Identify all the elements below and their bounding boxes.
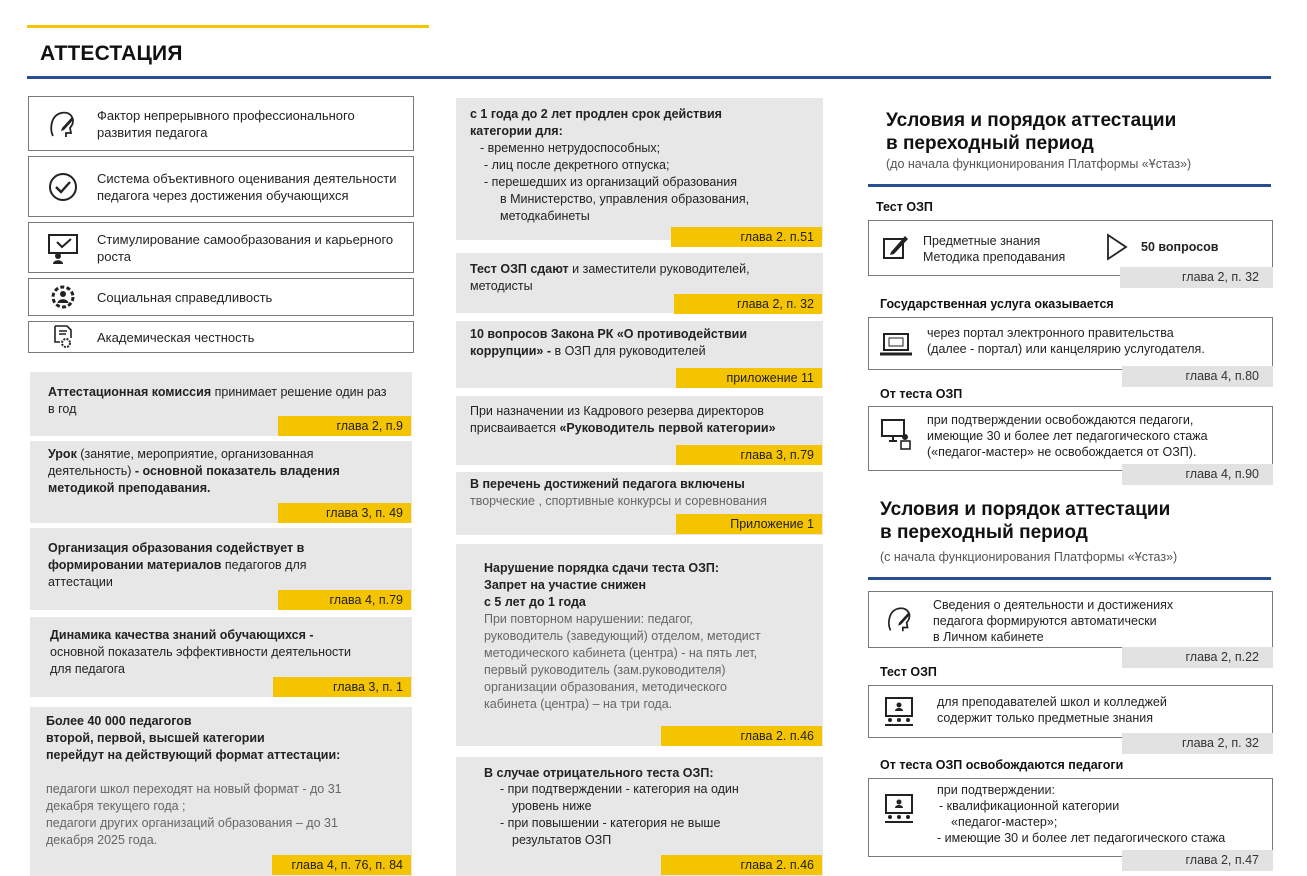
principle-text: Система объективного оценивания деятельности педагога через достижения обучающихся	[97, 170, 397, 203]
subheading: От теста ОЗП освобождаются педагоги	[880, 758, 1124, 772]
title-divider	[27, 76, 1271, 79]
reference-tag: глава 2, п. 32	[1122, 733, 1273, 754]
info-box-cabinet: Сведения о деятельности и достижениях педагога формируются автоматически в Личном кабинете	[868, 591, 1273, 648]
principle-text: Стимулирование самообразования и карьерного роста	[97, 231, 394, 264]
page-title: АТТЕСТАЦИЯ	[40, 42, 183, 65]
reference-tag: глава 2, п.22	[1122, 647, 1273, 668]
teacher-board-icon	[883, 793, 915, 823]
reference-tag: глава 4, п. 76, п. 84	[272, 855, 411, 875]
pencil-square-icon	[881, 232, 911, 262]
info-box-exemption: при подтверждении освобождаются педагоги, имеющие 30 и более лет педагогического стажа («педагог-мастер» не освобождается от ОЗП).	[868, 406, 1273, 471]
info-block-negative-test: В случае отрицательного теста ОЗП: - при подтверждении - категория на один уровень ниже - при повышении - категория не выше результатов ОЗП	[456, 757, 823, 876]
info-block-violation: Нарушение порядка сдачи теста ОЗП: Запрет на участие снижен с 5 лет до 1 года При повторном нарушении: педагог, руководитель (заведующий) отделом, методист методического кабинета (центра) - на пять лет, первый руководитель (зам.руководителя) организации образования, методического кабинета (центра) – на три года.	[456, 544, 823, 746]
info-block-lesson: Урок (занятие, мероприятие, организованная деятельность) - основной показатель владения методикой преподавания.	[30, 441, 412, 523]
section-subtitle: (до начала функционирования Платформы «Ұстаз»)	[886, 157, 1192, 171]
info-box-exempt-teachers: при подтверждении: - квалификационной категории «педагог-мастер»; - имеющие 30 и более лет педагогического стажа	[868, 778, 1273, 857]
info-block-transition: Более 40 000 педагогов второй, первой, высшей категории перейдут на действующий формат аттестации: педагоги школ переходят на новый формат - до 31 декабря текущего года ; педагоги других организаций образования – до 31 декабря 2025 года.	[30, 707, 412, 876]
gear-person-icon	[29, 283, 97, 311]
reference-tag: глава 2. п.46	[661, 855, 822, 875]
principle-item	[28, 321, 414, 353]
head-pen-icon	[883, 602, 917, 636]
info-block-commission: Аттестационная комиссия принимает решение один раз в год	[30, 372, 412, 436]
principle-text: Фактор непрерывного профессионального развития педагога	[97, 107, 355, 140]
head-pen-icon	[29, 106, 97, 142]
reference-tag: приложение 11	[676, 368, 822, 388]
info-block-test-takers: Тест ОЗП сдают и заместители руководителей, методисты	[456, 253, 823, 313]
section-title: Условия и порядок аттестации в переходный период	[880, 499, 1171, 543]
info-box-test-content: для преподавателей школ и колледжей содержит только предметные знания	[868, 685, 1273, 738]
title-accent-bar	[27, 25, 429, 28]
laptop-icon	[879, 329, 913, 359]
principle-text: Академическая честность	[97, 329, 255, 345]
principle-item	[28, 278, 414, 316]
reference-tag: глава 2, п.47	[1122, 850, 1273, 871]
info-block-dynamics: Динамика качества знаний обучающихся - основной показатель эффективности деятельности для педагога	[30, 617, 412, 697]
reference-tag: глава 4, п.79	[278, 590, 411, 610]
info-block-extension: с 1 года до 2 лет продлен срок действия категории для: - временно нетрудоспособных; - лиц после декретного отпуска; - перешедших из организаций образования в Министерство, управления образования, методкабинеты	[456, 98, 823, 240]
checkmark-circle-icon	[29, 171, 97, 203]
section-divider	[868, 184, 1271, 187]
play-triangle-icon	[1105, 233, 1129, 261]
subheading: Государственная услуга оказывается	[880, 297, 1114, 311]
computer-person-icon	[879, 417, 913, 451]
presentation-board-icon	[29, 230, 97, 266]
info-block-organization: Организация образования содействует в формировании материалов педагогов для аттестации	[30, 528, 412, 610]
reference-tag: глава 4, п.80	[1122, 366, 1273, 387]
section-subtitle: (с начала функционирования Платформы «Ұстаз»)	[880, 550, 1178, 564]
reference-tag: глава 3, п. 1	[273, 677, 411, 697]
principle-item	[28, 222, 414, 273]
reference-tag: глава 2, п.9	[278, 416, 411, 436]
question-count: 50 вопросов	[1141, 240, 1219, 254]
reference-tag: глава 4, п.90	[1122, 464, 1273, 485]
info-block-corruption: 10 вопросов Закона РК «О противодействии коррупции» - в ОЗП для руководителей	[456, 321, 823, 388]
info-box-test: Предметные знания Методика преподавания 50 вопросов	[868, 220, 1273, 276]
principle-text: Социальная справедливость	[97, 289, 273, 305]
reference-tag: глава 3, п. 49	[278, 503, 411, 523]
principle-item	[28, 96, 414, 151]
info-box-service: через портал электронного правительства (далее - портал) или канцелярию услугодателя.	[868, 317, 1273, 370]
info-block-reserve: При назначении из Кадрового резерва директоров присваивается «Руководитель первой категории»	[456, 396, 823, 465]
section-divider	[868, 577, 1271, 580]
teacher-board-icon	[883, 696, 915, 726]
reference-tag: глава 3, п.79	[676, 445, 822, 465]
reference-tag: глава 2, п. 32	[674, 294, 822, 314]
principle-item	[28, 156, 414, 217]
subheading: Тест ОЗП	[876, 200, 933, 214]
reference-tag: глава 2, п. 32	[1120, 267, 1273, 288]
info-block-achievements: В перечень достижений педагога включены творческие , спортивные конкурсы и соревнования	[456, 472, 823, 535]
reference-tag: Приложение 1	[676, 514, 822, 534]
document-gear-icon	[29, 324, 97, 350]
reference-tag: глава 2. п.46	[661, 726, 822, 746]
reference-tag: глава 2. п.51	[671, 227, 822, 247]
section-title: Условия и порядок аттестации в переходный период	[886, 110, 1177, 154]
subheading: От теста ОЗП	[880, 387, 963, 401]
subheading: Тест ОЗП	[880, 665, 937, 679]
